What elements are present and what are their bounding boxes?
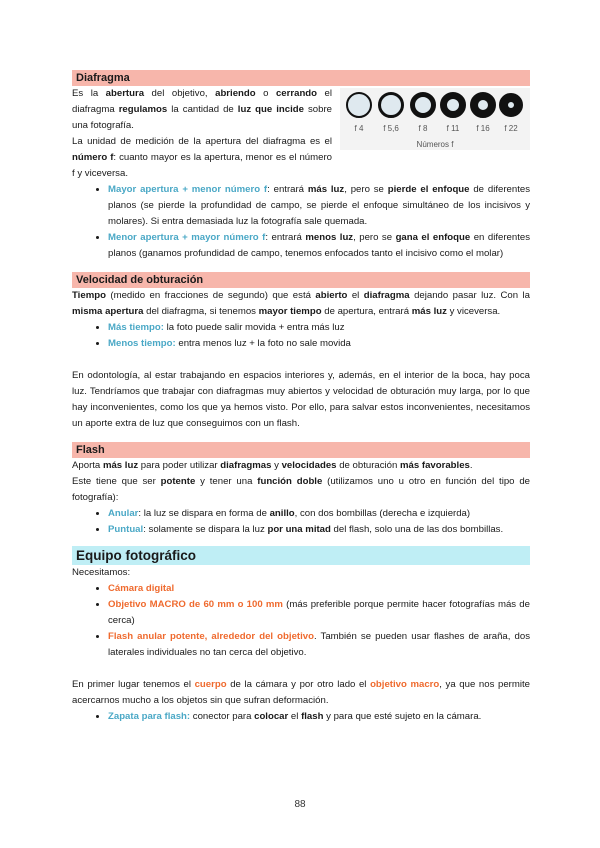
- text-run: el: [347, 290, 364, 301]
- list-item: [108, 522, 530, 538]
- text-run: del flash, solo una de las dos bombillas.: [330, 524, 504, 535]
- aperture-ring-f4: [346, 92, 372, 118]
- text-run: En odontología, al estar trabajando en espacios interiores y, además, en el interior de la boca, hay poca luz. Tendríamos que trabajar con diafragmas muy abiertos y velocidad de obturación muy larga, por lo que hay inconvenientes, como los que ya hemos visto. Por ello, para salvar estos inconvenientes, necesitamos un aporte extra de luz que conseguimos con un flash.: [72, 370, 530, 429]
- text-run: o: [255, 88, 276, 99]
- bullet-list: [72, 320, 530, 352]
- highlighted-term: Objetivo MACRO de 60 mm o 100 mm: [108, 599, 283, 610]
- text-run: del objetivo,: [144, 88, 216, 99]
- text-run: y para que esté sujeto en la cámara.: [323, 711, 482, 722]
- text-run: En primer lugar tenemos el: [72, 679, 195, 690]
- f-label: f 4: [354, 124, 364, 133]
- list-item: [108, 182, 530, 230]
- text-run: la cantidad de: [167, 104, 238, 115]
- paragraph: [72, 677, 530, 709]
- list-item: [108, 336, 530, 352]
- text-run: Aporta: [72, 460, 103, 471]
- text-run: : entrará: [267, 184, 308, 195]
- paragraph: [72, 458, 530, 474]
- page-number: 88: [294, 799, 306, 810]
- highlighted-term: Mayor apertura + menor número f: [108, 184, 268, 195]
- bold-term: más luz: [102, 460, 139, 471]
- text-run: sobre una fotografía.: [72, 104, 333, 131]
- list-item: [108, 709, 530, 725]
- text-run: La unidad de medición de la apertura del diafragma es el: [72, 136, 332, 147]
- list-item: [108, 320, 530, 336]
- bold-term: abierto: [315, 290, 348, 301]
- aperture-ring-f22: [499, 93, 523, 117]
- list-item: [108, 506, 530, 522]
- paragraph: [72, 474, 530, 506]
- text-run: , pero se: [353, 232, 396, 243]
- bold-term: mayor tiempo: [258, 306, 322, 317]
- f-number-figure: [340, 88, 530, 150]
- bold-term: anillo: [269, 508, 295, 519]
- text-run: de diferentes planos (se pierde la profundidad de campo, se pierde el enfoque simultáneo de los incisivos y molares). Si entra demasiada luz la fotografía sale quemada.: [108, 184, 530, 227]
- text-run: , con dos bombillas (derecha e izquierda): [294, 508, 471, 519]
- aperture-ring-f11: [440, 92, 466, 118]
- text-run: para poder utilizar: [138, 460, 221, 471]
- text-run: : entrará: [265, 232, 306, 243]
- section-heading-flash: Flash: [72, 442, 530, 458]
- text-run: del diafragma, si tenemos: [143, 306, 259, 317]
- bold-term: Tiempo: [72, 290, 106, 301]
- bold-term: gana el enfoque: [395, 232, 471, 243]
- bullet-list: [72, 506, 530, 538]
- list-item: [108, 597, 530, 629]
- bullet-list: [72, 709, 530, 725]
- f-label: f 5,6: [383, 124, 399, 133]
- text-run: (más preferible porque permite hacer fotografías más de cerca): [108, 599, 530, 626]
- text-run: Necesitamos:: [72, 567, 131, 578]
- text-run: la foto puede salir movida + entra más luz: [163, 322, 345, 333]
- highlighted-term: Puntual: [108, 524, 144, 535]
- text-run: : la luz se dispara en forma de: [138, 508, 270, 519]
- bold-term: luz que incide: [237, 104, 304, 115]
- text-run: y: [271, 460, 282, 471]
- section-heading-obturacion: Velocidad de obturación: [72, 272, 530, 288]
- bold-term: misma apertura: [72, 306, 144, 317]
- highlighted-term: cuerpo: [194, 679, 227, 690]
- highlighted-term: Menos tiempo:: [108, 338, 176, 349]
- paragraph: [72, 565, 530, 581]
- text-run: de obturación: [336, 460, 401, 471]
- document-page: [72, 70, 530, 725]
- text-run: en diferentes planos (ganamos profundidad de campo, tenemos enfocados tanto el incisivo como el molar): [108, 232, 530, 259]
- aperture-ring-f16: [470, 92, 496, 118]
- bold-term: por una mitad: [267, 524, 331, 535]
- bold-term: potente: [160, 476, 196, 487]
- f-label: f 8: [418, 124, 428, 133]
- section-heading-equipo: Equipo fotográfico: [72, 546, 530, 565]
- bold-term: abriendo: [215, 88, 256, 99]
- bullet-list: [72, 182, 530, 262]
- text-run: , ya que nos permite acercarnos mucho a los objetos sin que sufran deformación.: [72, 679, 530, 706]
- text-run: (medido en fracciones de segundo) que está: [105, 290, 316, 301]
- bold-term: diafragma: [363, 290, 410, 301]
- text-run: y tener una: [195, 476, 258, 487]
- bold-term: colocar: [254, 711, 289, 722]
- highlighted-term: objetivo macro: [370, 679, 440, 690]
- figure-caption: Números f: [416, 140, 454, 149]
- text-run: : solamente se dispara la luz: [143, 524, 268, 535]
- bold-term: abertura: [105, 88, 145, 99]
- highlighted-term: Cámara digital: [108, 583, 175, 594]
- text-run: entra menos luz + la foto no sale movida: [175, 338, 351, 349]
- f-label: f 11: [446, 124, 460, 133]
- bold-term: regulamos: [118, 104, 168, 115]
- bold-term: cerrando: [275, 88, 318, 99]
- bold-term: pierde el enfoque: [387, 184, 470, 195]
- bold-term: flash: [301, 711, 324, 722]
- text-run: Es la: [72, 88, 106, 99]
- bullet-list: [72, 581, 530, 661]
- aperture-ring-f5-6: [378, 92, 404, 118]
- text-run: (utilizamos uno u otro en función del tipo de fotografía):: [72, 476, 530, 503]
- text-run: conector para: [190, 711, 255, 722]
- section-heading-diafragma: Diafragma: [72, 70, 530, 86]
- text-run: : cuanto mayor es la apertura, menor es el número f y viceversa.: [72, 152, 333, 179]
- text-run: el: [288, 711, 302, 722]
- list-item: [108, 629, 530, 661]
- text-run: , pero se: [344, 184, 388, 195]
- spacer: [72, 352, 530, 368]
- f-label: f 22: [504, 124, 518, 133]
- bold-term: número f: [72, 152, 114, 163]
- highlighted-term: Flash anular potente, alrededor del objetivo: [108, 631, 314, 642]
- paragraph: [72, 288, 530, 320]
- bold-term: más luz: [411, 306, 447, 317]
- text-run: dejando pasar luz. Con la: [409, 290, 530, 301]
- aperture-ring-f8: [410, 92, 436, 118]
- bold-term: función doble: [257, 476, 323, 487]
- text-run: Este tiene que ser: [72, 476, 161, 487]
- highlighted-term: Más tiempo:: [108, 322, 164, 333]
- list-item: [108, 230, 530, 262]
- text-run: . También se pueden usar flashes de araña, dos laterales individuales no tan cerca del objetivo.: [108, 631, 530, 658]
- bold-term: más favorables: [400, 460, 470, 471]
- text-run: y viceversa.: [446, 306, 501, 317]
- text-run: de la cámara y por otro lado el: [226, 679, 371, 690]
- bold-term: más luz: [307, 184, 345, 195]
- highlighted-term: Zapata para flash:: [108, 711, 191, 722]
- text-run: el diafragma: [72, 88, 332, 115]
- spacer: [72, 661, 530, 677]
- paragraph: [72, 368, 530, 432]
- f-label: f 16: [476, 124, 490, 133]
- bold-term: velocidades: [281, 460, 337, 471]
- text-run: de apertura, entrará: [321, 306, 412, 317]
- bold-term: diafragmas: [220, 460, 272, 471]
- highlighted-term: Menor apertura + mayor número f: [108, 232, 266, 243]
- list-item: [108, 581, 530, 597]
- highlighted-term: Anular: [108, 508, 139, 519]
- text-run: .: [469, 460, 473, 471]
- bold-term: menos luz: [305, 232, 354, 243]
